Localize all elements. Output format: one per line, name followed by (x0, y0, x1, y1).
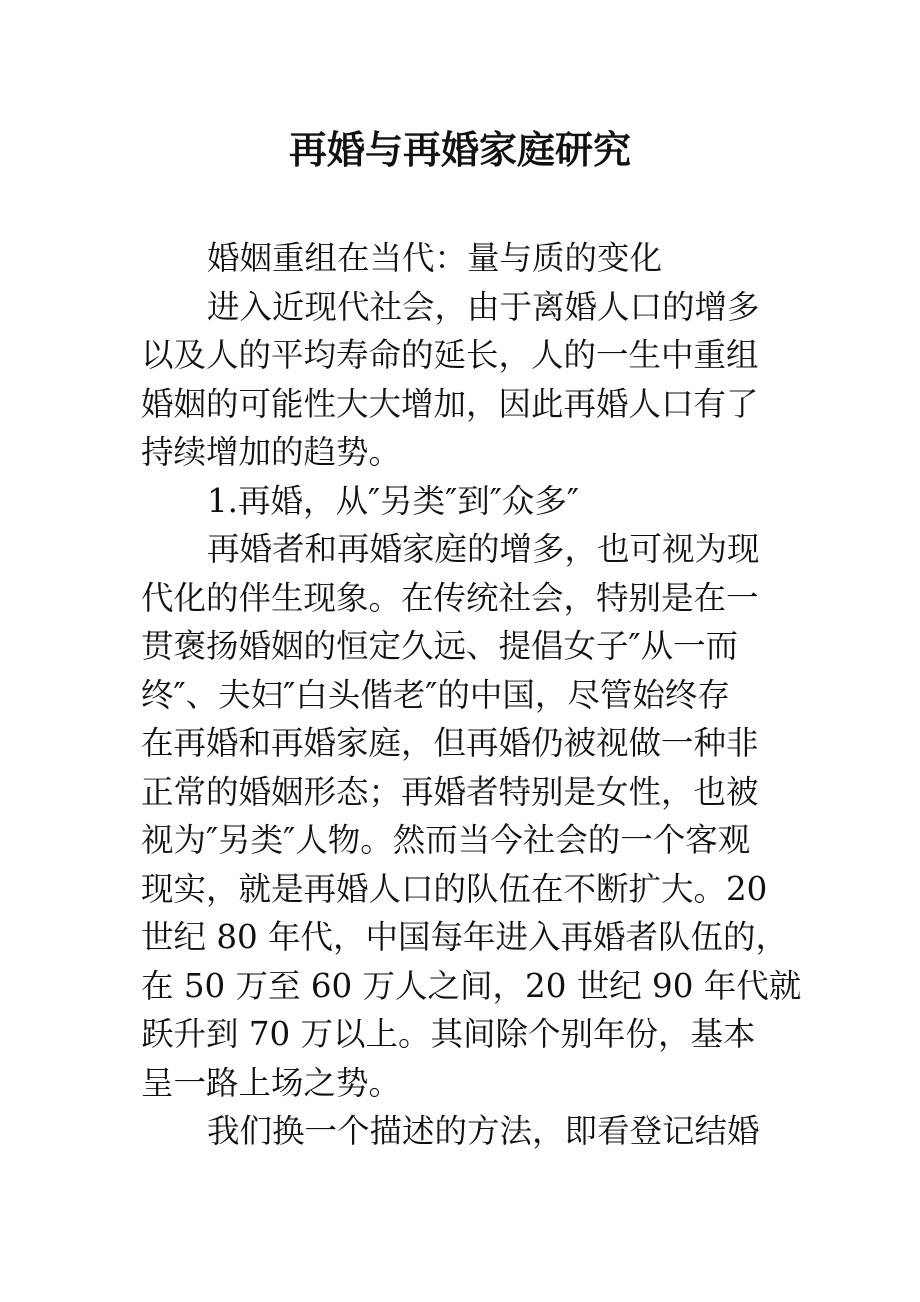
subsection-heading: 1.再婚，从″另类″到″众多″ (207, 481, 580, 520)
document-title: 再婚与再婚家庭研究 (288, 127, 631, 172)
paragraph-line: 贯褒扬婚姻的恒定久远、提倡女子″从一而 (141, 627, 739, 665)
paragraph-line: 在 50 万至 60 万人之间，20 世纪 90 年代就 (141, 966, 802, 1005)
paragraph-line: 跃升到 70 万以上。其间除个别年份，基本 (141, 1015, 756, 1053)
paragraph-line: 现实，就是再婚人口的队伍在不断扩大。20 (141, 869, 768, 908)
paragraph-line: 再婚者和再婚家庭的增多，也可视为现 (207, 530, 760, 568)
paragraph-line: 以及人的平均寿命的延长，人的一生中重组 (141, 336, 759, 374)
document-body (141, 234, 802, 1156)
paragraph-line: 在再婚和再婚家庭，但再婚仍被视做一种非 (141, 724, 759, 762)
paragraph-line: 正常的婚姻形态；再婚者特别是女性，也被 (141, 772, 759, 811)
paragraph-line: 代化的伴生现象。在传统社会，特别是在一 (141, 578, 759, 617)
paragraph-line: 婚姻的可能性大大增加，因此再婚人口有了 (141, 384, 759, 423)
paragraph-line: 呈一路上场之势。 (141, 1063, 402, 1102)
paragraph-line: 世纪 80 年代，中国每年进入再婚者队伍的， (141, 918, 789, 956)
paragraph-line: 终″、夫妇″白头偕老″的中国，尽管始终存 (141, 675, 730, 714)
section-heading: 婚姻重组在当代：量与质的变化 (207, 239, 663, 277)
paragraph-line: 进入近现代社会，由于离婚人口的增多 (207, 287, 760, 326)
paragraph-line: 持续增加的趋势。 (141, 433, 402, 471)
paragraph-line: 我们换一个描述的方法，即看登记结婚 (207, 1112, 760, 1150)
paragraph-line: 视为″另类″人物。然而当今社会的一个客观 (141, 821, 751, 859)
